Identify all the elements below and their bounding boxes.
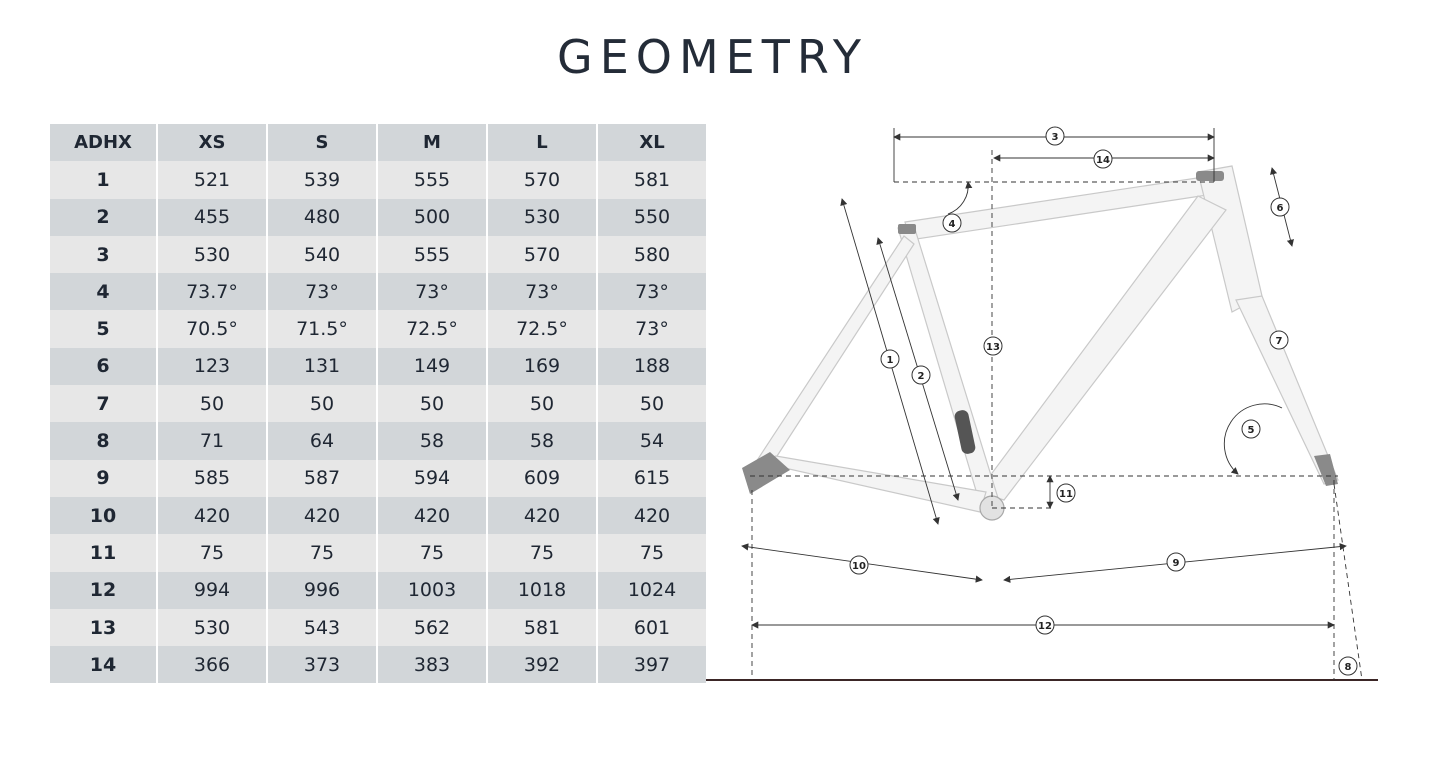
marker-10 [850, 556, 868, 574]
svg-text:12: 12 [1038, 621, 1052, 632]
row-label: 5 [50, 310, 157, 347]
table-cell: 615 [597, 460, 706, 497]
table-cell: 73° [597, 310, 706, 347]
table-cell: 601 [597, 609, 706, 646]
table-cell: 366 [157, 646, 267, 683]
headset-cap [1196, 171, 1224, 181]
table-cell: 550 [597, 199, 706, 236]
table-cell: 73° [377, 273, 487, 310]
svg-text:5: 5 [1247, 425, 1255, 436]
table-cell: 420 [487, 497, 597, 534]
table-cell: 50 [377, 385, 487, 422]
table-cell: 521 [157, 161, 267, 198]
row-label: 6 [50, 348, 157, 385]
table-cell: 420 [267, 497, 377, 534]
table-cell: 58 [487, 422, 597, 459]
svg-text:13: 13 [986, 342, 1000, 353]
row-label: 3 [50, 236, 157, 273]
marker-2 [912, 366, 930, 384]
row-label: 12 [50, 572, 157, 609]
marker-1 [881, 350, 899, 368]
table-cell: 562 [377, 609, 487, 646]
row-label: 11 [50, 534, 157, 571]
row-label: 8 [50, 422, 157, 459]
svg-text:7: 7 [1275, 336, 1283, 347]
marker-9 [1167, 553, 1185, 571]
table-cell: 75 [157, 534, 267, 571]
table-cell: 72.5° [487, 310, 597, 347]
table-cell: 73.7° [157, 273, 267, 310]
svg-text:10: 10 [852, 561, 866, 572]
row-label: 1 [50, 161, 157, 198]
table-cell: 420 [157, 497, 267, 534]
table-cell: 75 [267, 534, 377, 571]
table-cell: 75 [377, 534, 487, 571]
svg-text:6: 6 [1276, 203, 1284, 214]
table-cell: 555 [377, 236, 487, 273]
marker-14 [1094, 150, 1112, 168]
table-cell: 530 [157, 609, 267, 646]
marker-12 [1036, 616, 1054, 634]
table-cell: 1003 [377, 572, 487, 609]
row-label: 7 [50, 385, 157, 422]
table-cell: 1024 [597, 572, 706, 609]
table-cell: 581 [597, 161, 706, 198]
table-cell: 580 [597, 236, 706, 273]
table-cell: 75 [487, 534, 597, 571]
column-header: XL [597, 124, 706, 161]
table-cell: 71.5° [267, 310, 377, 347]
table-cell: 543 [267, 609, 377, 646]
chain-stay [758, 456, 986, 512]
table-cell: 455 [157, 199, 267, 236]
table-cell: 123 [157, 348, 267, 385]
table-cell: 58 [377, 422, 487, 459]
table-cell: 570 [487, 236, 597, 273]
svg-text:2: 2 [917, 371, 925, 382]
table-cell: 539 [267, 161, 377, 198]
table-cell: 188 [597, 348, 706, 385]
table-cell: 609 [487, 460, 597, 497]
bike-frame [756, 166, 1338, 520]
marker-13 [984, 337, 1002, 355]
table-cell: 50 [487, 385, 597, 422]
down-tube [978, 196, 1226, 500]
row-label: 4 [50, 273, 157, 310]
table-cell: 50 [597, 385, 706, 422]
svg-text:3: 3 [1051, 132, 1059, 143]
seat-clamp [898, 224, 916, 234]
svg-text:1: 1 [886, 355, 894, 366]
table-cell: 50 [157, 385, 267, 422]
svg-text:8: 8 [1344, 662, 1352, 673]
row-label: 10 [50, 497, 157, 534]
table-cell: 420 [597, 497, 706, 534]
svg-text:4: 4 [948, 219, 956, 230]
marker-5 [1242, 420, 1260, 438]
row-label: 2 [50, 199, 157, 236]
table-cell: 73° [487, 273, 597, 310]
table-cell: 73° [267, 273, 377, 310]
marker-4 [943, 214, 961, 232]
table-cell: 75 [597, 534, 706, 571]
table-cell: 996 [267, 572, 377, 609]
table-cell: 587 [267, 460, 377, 497]
marker-8 [1339, 657, 1357, 675]
svg-text:14: 14 [1096, 155, 1110, 166]
table-cell: 169 [487, 348, 597, 385]
page-title: GEOMETRY [557, 30, 868, 84]
table-cell: 420 [377, 497, 487, 534]
table-cell: 72.5° [377, 310, 487, 347]
table-cell: 570 [487, 161, 597, 198]
column-header: XS [157, 124, 267, 161]
table-cell: 149 [377, 348, 487, 385]
row-label: 9 [50, 460, 157, 497]
table-cell: 70.5° [157, 310, 267, 347]
table-cell: 500 [377, 199, 487, 236]
table-cell: 71 [157, 422, 267, 459]
svg-text:11: 11 [1059, 489, 1073, 500]
table-cell: 73° [597, 273, 706, 310]
table-cell: 392 [487, 646, 597, 683]
table-cell: 530 [487, 199, 597, 236]
table-cell: 64 [267, 422, 377, 459]
table-cell: 480 [267, 199, 377, 236]
marker-7 [1270, 331, 1288, 349]
table-cell: 54 [597, 422, 706, 459]
table-cell: 397 [597, 646, 706, 683]
column-header: L [487, 124, 597, 161]
row-label: 13 [50, 609, 157, 646]
table-cell: 994 [157, 572, 267, 609]
head-tube [1198, 166, 1262, 312]
table-cell: 131 [267, 348, 377, 385]
svg-text:9: 9 [1172, 558, 1180, 569]
table-cell: 530 [157, 236, 267, 273]
column-header: S [267, 124, 377, 161]
table-cell: 555 [377, 161, 487, 198]
table-cell: 585 [157, 460, 267, 497]
column-header: M [377, 124, 487, 161]
table-cell: 383 [377, 646, 487, 683]
row-label: 14 [50, 646, 157, 683]
table-cell: 50 [267, 385, 377, 422]
marker-3 [1046, 127, 1064, 145]
marker-6 [1271, 198, 1289, 216]
marker-11 [1057, 484, 1075, 502]
table-cell: 581 [487, 609, 597, 646]
table-cell: 373 [267, 646, 377, 683]
table-cell: 594 [377, 460, 487, 497]
column-header: ADHX [50, 124, 157, 161]
table-cell: 540 [267, 236, 377, 273]
table-cell: 1018 [487, 572, 597, 609]
seat-tube [898, 226, 998, 504]
